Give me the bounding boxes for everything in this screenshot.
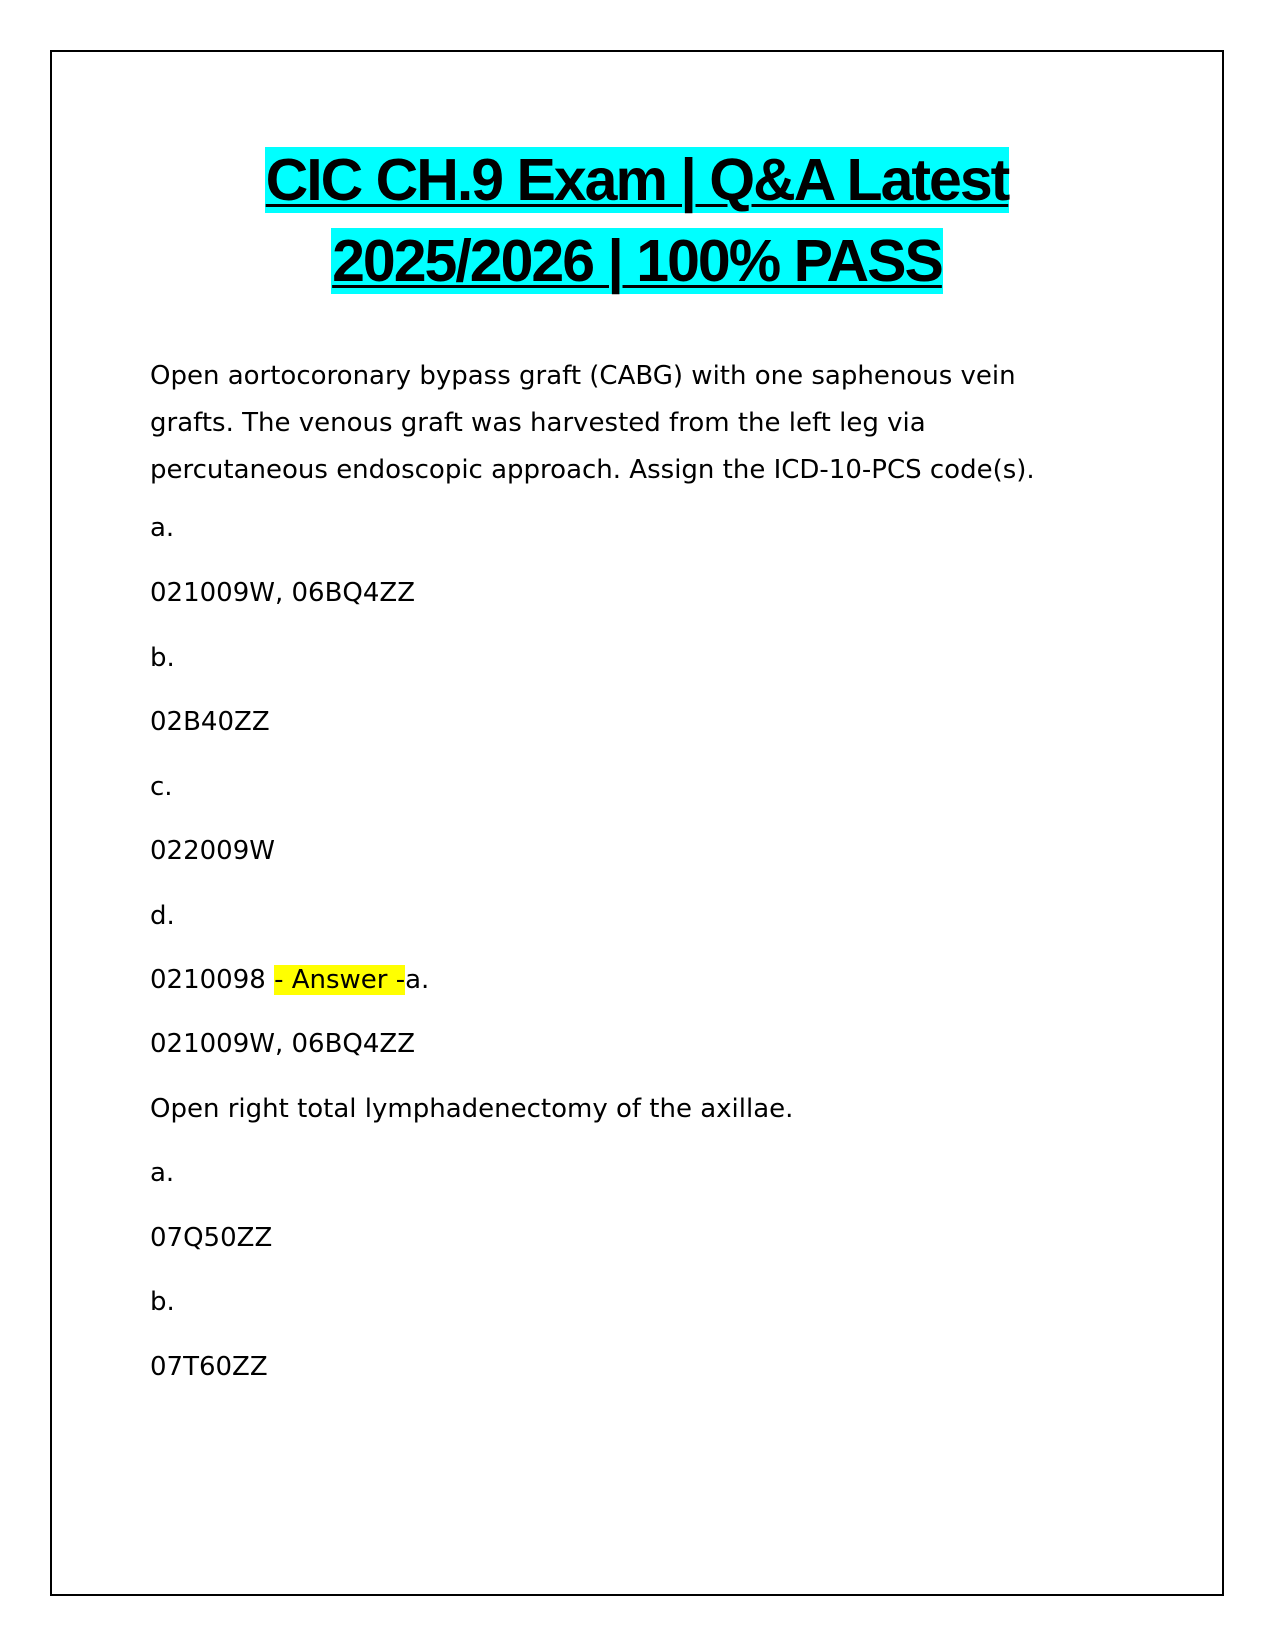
q1-option-d-letter: d. (150, 901, 175, 931)
q2-option-a-letter: a. (150, 1158, 175, 1188)
question-1-text: Open aortocoronary bypass graft (CABG) with one saphenous vein grafts. The venous graft was harvested from the left leg via percutaneous endoscopic approach. Assign the ICD-10-PCS code(s). (150, 361, 1035, 485)
q1-option-d-answer-line (150, 965, 429, 995)
title-line-2: 2025/2026 | 100% PASS (332, 228, 942, 294)
question-2-text: Open right total lymphadenectomy of the axillae. (150, 1094, 794, 1124)
answer-marker: - Answer - (274, 965, 406, 995)
answer-letter: a. (405, 965, 430, 995)
q2-option-b-value: 07T60ZZ (150, 1352, 268, 1382)
q2-option-b-letter: b. (150, 1287, 175, 1317)
q1-answer-value: 021009W, 06BQ4ZZ (150, 1029, 416, 1059)
q1-option-d-value: 0210098 (150, 965, 266, 995)
q1-option-c-value: 022009W (150, 836, 275, 866)
q1-option-c-letter: c. (150, 772, 173, 802)
q1-option-a-value: 021009W, 06BQ4ZZ (150, 578, 416, 608)
q1-option-b-letter: b. (150, 643, 175, 673)
document-title (50, 140, 1224, 302)
title-line-1: CIC CH.9 Exam | Q&A Latest (265, 147, 1009, 213)
q1-option-b-value: 02B40ZZ (150, 707, 270, 737)
q2-option-a-value: 07Q50ZZ (150, 1223, 273, 1253)
q1-option-a-letter: a. (150, 513, 175, 543)
